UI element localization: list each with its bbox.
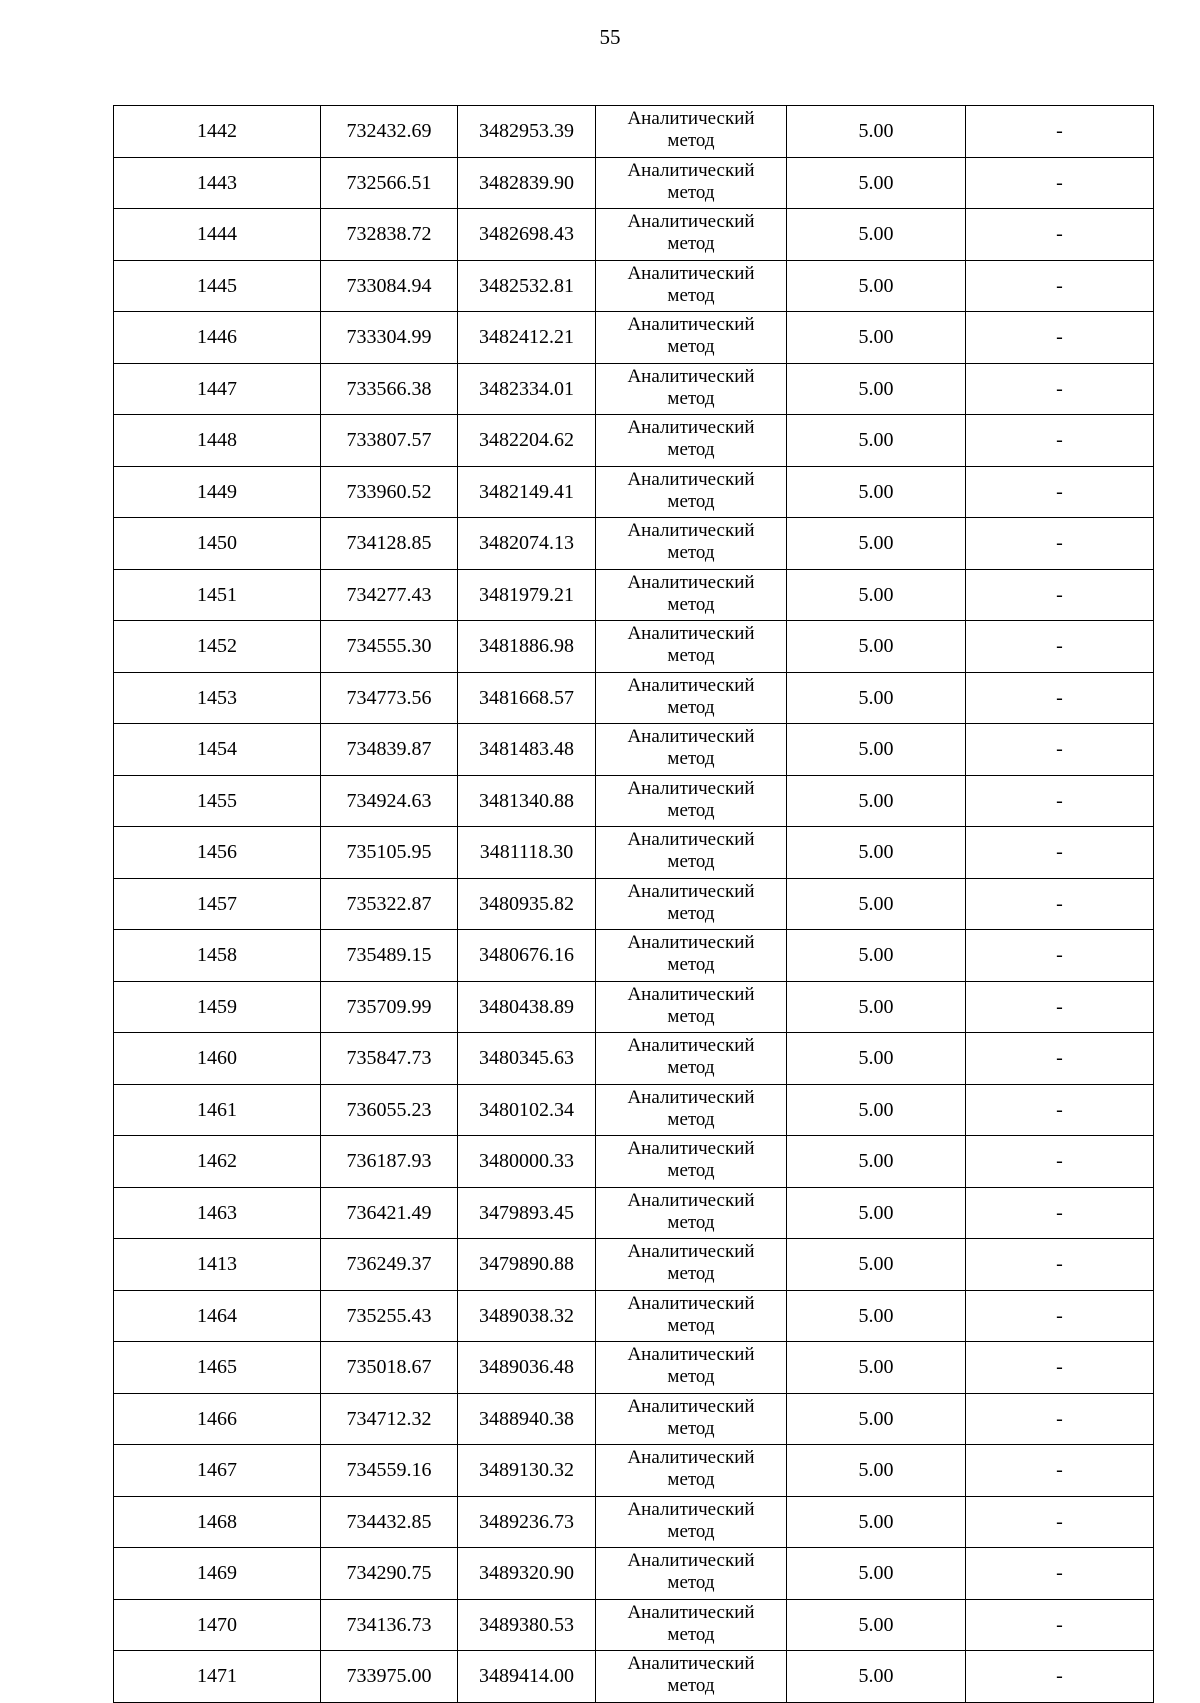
x-coordinate-cell: 736187.93	[321, 1136, 458, 1188]
note-cell: -	[966, 1393, 1154, 1445]
x-coordinate-cell: 733975.00	[321, 1651, 458, 1703]
y-coordinate-cell: 3482839.90	[458, 157, 596, 209]
error-value-cell: 5.00	[787, 1599, 966, 1651]
method-line-1: Аналитический	[627, 1344, 755, 1366]
x-coordinate-cell: 736421.49	[321, 1187, 458, 1239]
table-row	[114, 1496, 1154, 1548]
method-cell	[596, 1033, 787, 1085]
note-cell: -	[966, 209, 1154, 261]
point-number-cell: 1471	[114, 1651, 321, 1703]
method-cell	[596, 363, 787, 415]
table-row	[114, 672, 1154, 724]
point-number-cell: 1451	[114, 569, 321, 621]
method-cell	[596, 1239, 787, 1291]
method-line-2: метод	[667, 130, 715, 152]
table-row	[114, 981, 1154, 1033]
x-coordinate-cell: 734432.85	[321, 1496, 458, 1548]
method-line-1: Аналитический	[627, 932, 755, 954]
table-row	[114, 106, 1154, 158]
note-cell: -	[966, 775, 1154, 827]
method-line-1: Аналитический	[627, 468, 755, 490]
y-coordinate-cell: 3481118.30	[458, 827, 596, 879]
point-number-cell: 1462	[114, 1136, 321, 1188]
method-cell	[596, 106, 787, 158]
error-value-cell: 5.00	[787, 930, 966, 982]
method-line-2: метод	[667, 748, 715, 770]
method-cell	[596, 260, 787, 312]
error-value-cell: 5.00	[787, 518, 966, 570]
method-line-2: метод	[667, 593, 715, 615]
point-number-cell: 1469	[114, 1548, 321, 1600]
method-cell	[596, 621, 787, 673]
note-cell: -	[966, 1084, 1154, 1136]
x-coordinate-cell: 732838.72	[321, 209, 458, 261]
point-number-cell: 1463	[114, 1187, 321, 1239]
method-line-2: метод	[667, 439, 715, 461]
method-line-2: метод	[667, 1572, 715, 1594]
method-cell	[596, 930, 787, 982]
point-number-cell: 1446	[114, 312, 321, 364]
y-coordinate-cell: 3489130.32	[458, 1445, 596, 1497]
method-line-1: Аналитический	[627, 262, 755, 284]
method-line-2: метод	[667, 1675, 715, 1697]
error-value-cell: 5.00	[787, 363, 966, 415]
method-line-1: Аналитический	[627, 314, 755, 336]
method-line-1: Аналитический	[627, 571, 755, 593]
y-coordinate-cell: 3479893.45	[458, 1187, 596, 1239]
note-cell: -	[966, 466, 1154, 518]
method-line-2: метод	[667, 851, 715, 873]
table-row	[114, 415, 1154, 467]
method-line-2: метод	[667, 1417, 715, 1439]
error-value-cell: 5.00	[787, 1136, 966, 1188]
x-coordinate-cell: 735322.87	[321, 878, 458, 930]
y-coordinate-cell: 3481886.98	[458, 621, 596, 673]
table-row	[114, 157, 1154, 209]
x-coordinate-cell: 734290.75	[321, 1548, 458, 1600]
y-coordinate-cell: 3480345.63	[458, 1033, 596, 1085]
error-value-cell: 5.00	[787, 1290, 966, 1342]
table-row	[114, 1239, 1154, 1291]
method-line-1: Аналитический	[627, 108, 755, 130]
x-coordinate-cell: 735847.73	[321, 1033, 458, 1085]
table-row	[114, 1548, 1154, 1600]
method-line-2: метод	[667, 387, 715, 409]
x-coordinate-cell: 736055.23	[321, 1084, 458, 1136]
note-cell: -	[966, 260, 1154, 312]
point-number-cell: 1467	[114, 1445, 321, 1497]
error-value-cell: 5.00	[787, 209, 966, 261]
y-coordinate-cell: 3481340.88	[458, 775, 596, 827]
point-number-cell: 1468	[114, 1496, 321, 1548]
table-row	[114, 518, 1154, 570]
method-line-2: метод	[667, 954, 715, 976]
method-line-1: Аналитический	[627, 1653, 755, 1675]
method-line-1: Аналитический	[627, 417, 755, 439]
point-number-cell: 1465	[114, 1342, 321, 1394]
method-line-1: Аналитический	[627, 520, 755, 542]
x-coordinate-cell: 734555.30	[321, 621, 458, 673]
point-number-cell: 1454	[114, 724, 321, 776]
method-line-2: метод	[667, 1314, 715, 1336]
x-coordinate-cell: 733960.52	[321, 466, 458, 518]
method-line-1: Аналитический	[627, 365, 755, 387]
method-line-2: метод	[667, 284, 715, 306]
method-line-1: Аналитический	[627, 1292, 755, 1314]
y-coordinate-cell: 3479890.88	[458, 1239, 596, 1291]
method-line-1: Аналитический	[627, 1601, 755, 1623]
note-cell: -	[966, 1342, 1154, 1394]
note-cell: -	[966, 518, 1154, 570]
method-line-2: метод	[667, 1005, 715, 1027]
method-line-1: Аналитический	[627, 1241, 755, 1263]
method-line-2: метод	[667, 336, 715, 358]
table-row	[114, 724, 1154, 776]
x-coordinate-cell: 734924.63	[321, 775, 458, 827]
x-coordinate-cell: 734128.85	[321, 518, 458, 570]
error-value-cell: 5.00	[787, 621, 966, 673]
y-coordinate-cell: 3482953.39	[458, 106, 596, 158]
method-line-1: Аналитический	[627, 726, 755, 748]
y-coordinate-cell: 3482532.81	[458, 260, 596, 312]
y-coordinate-cell: 3489236.73	[458, 1496, 596, 1548]
point-number-cell: 1453	[114, 672, 321, 724]
method-cell	[596, 1342, 787, 1394]
note-cell: -	[966, 672, 1154, 724]
error-value-cell: 5.00	[787, 1393, 966, 1445]
method-line-2: метод	[667, 696, 715, 718]
y-coordinate-cell: 3480438.89	[458, 981, 596, 1033]
note-cell: -	[966, 157, 1154, 209]
point-number-cell: 1460	[114, 1033, 321, 1085]
method-line-1: Аналитический	[627, 159, 755, 181]
note-cell: -	[966, 1187, 1154, 1239]
error-value-cell: 5.00	[787, 1239, 966, 1291]
note-cell: -	[966, 981, 1154, 1033]
table-row	[114, 621, 1154, 673]
table-row	[114, 930, 1154, 982]
x-coordinate-cell: 732432.69	[321, 106, 458, 158]
method-line-2: метод	[667, 1469, 715, 1491]
note-cell: -	[966, 878, 1154, 930]
table-row	[114, 1290, 1154, 1342]
point-number-cell: 1443	[114, 157, 321, 209]
y-coordinate-cell: 3480102.34	[458, 1084, 596, 1136]
y-coordinate-cell: 3482334.01	[458, 363, 596, 415]
table-row	[114, 466, 1154, 518]
method-cell	[596, 415, 787, 467]
note-cell: -	[966, 1496, 1154, 1548]
x-coordinate-cell: 735018.67	[321, 1342, 458, 1394]
error-value-cell: 5.00	[787, 312, 966, 364]
method-line-2: метод	[667, 1366, 715, 1388]
method-line-1: Аналитический	[627, 1395, 755, 1417]
y-coordinate-cell: 3489414.00	[458, 1651, 596, 1703]
method-cell	[596, 1599, 787, 1651]
y-coordinate-cell: 3482412.21	[458, 312, 596, 364]
y-coordinate-cell: 3482074.13	[458, 518, 596, 570]
note-cell: -	[966, 1033, 1154, 1085]
x-coordinate-cell: 735105.95	[321, 827, 458, 879]
note-cell: -	[966, 724, 1154, 776]
x-coordinate-cell: 734839.87	[321, 724, 458, 776]
method-cell	[596, 1548, 787, 1600]
point-number-cell: 1445	[114, 260, 321, 312]
note-cell: -	[966, 1290, 1154, 1342]
table-row	[114, 878, 1154, 930]
error-value-cell: 5.00	[787, 878, 966, 930]
point-number-cell: 1449	[114, 466, 321, 518]
y-coordinate-cell: 3489320.90	[458, 1548, 596, 1600]
error-value-cell: 5.00	[787, 466, 966, 518]
note-cell: -	[966, 415, 1154, 467]
point-number-cell: 1442	[114, 106, 321, 158]
table-row	[114, 569, 1154, 621]
method-cell	[596, 1290, 787, 1342]
x-coordinate-cell: 735255.43	[321, 1290, 458, 1342]
method-line-1: Аналитический	[627, 1086, 755, 1108]
y-coordinate-cell: 3489038.32	[458, 1290, 596, 1342]
note-cell: -	[966, 1445, 1154, 1497]
method-cell	[596, 1651, 787, 1703]
note-cell: -	[966, 1651, 1154, 1703]
method-line-2: метод	[667, 233, 715, 255]
y-coordinate-cell: 3480000.33	[458, 1136, 596, 1188]
point-number-cell: 1470	[114, 1599, 321, 1651]
coordinates-table	[113, 105, 1154, 1703]
table-row	[114, 1033, 1154, 1085]
method-line-1: Аналитический	[627, 1498, 755, 1520]
method-line-1: Аналитический	[627, 880, 755, 902]
method-cell	[596, 672, 787, 724]
method-line-1: Аналитический	[627, 1550, 755, 1572]
method-cell	[596, 312, 787, 364]
error-value-cell: 5.00	[787, 1084, 966, 1136]
method-line-2: метод	[667, 645, 715, 667]
x-coordinate-cell: 733304.99	[321, 312, 458, 364]
point-number-cell: 1448	[114, 415, 321, 467]
method-line-1: Аналитический	[627, 1035, 755, 1057]
error-value-cell: 5.00	[787, 775, 966, 827]
method-line-1: Аналитический	[627, 1138, 755, 1160]
note-cell: -	[966, 1136, 1154, 1188]
method-cell	[596, 878, 787, 930]
point-number-cell: 1444	[114, 209, 321, 261]
error-value-cell: 5.00	[787, 260, 966, 312]
method-cell	[596, 1084, 787, 1136]
table-row	[114, 1084, 1154, 1136]
point-number-cell: 1458	[114, 930, 321, 982]
y-coordinate-cell: 3489036.48	[458, 1342, 596, 1394]
note-cell: -	[966, 363, 1154, 415]
table-row	[114, 1445, 1154, 1497]
table-row	[114, 1187, 1154, 1239]
error-value-cell: 5.00	[787, 106, 966, 158]
y-coordinate-cell: 3481483.48	[458, 724, 596, 776]
x-coordinate-cell: 734773.56	[321, 672, 458, 724]
point-number-cell: 1464	[114, 1290, 321, 1342]
y-coordinate-cell: 3482698.43	[458, 209, 596, 261]
note-cell: -	[966, 621, 1154, 673]
note-cell: -	[966, 1548, 1154, 1600]
point-number-cell: 1413	[114, 1239, 321, 1291]
point-number-cell: 1459	[114, 981, 321, 1033]
x-coordinate-cell: 734277.43	[321, 569, 458, 621]
method-cell	[596, 775, 787, 827]
error-value-cell: 5.00	[787, 1651, 966, 1703]
table-row	[114, 363, 1154, 415]
method-line-1: Аналитический	[627, 211, 755, 233]
page-number: 55	[599, 25, 621, 49]
error-value-cell: 5.00	[787, 981, 966, 1033]
point-number-cell: 1450	[114, 518, 321, 570]
method-line-2: метод	[667, 490, 715, 512]
note-cell: -	[966, 312, 1154, 364]
table-row	[114, 1342, 1154, 1394]
table-row	[114, 209, 1154, 261]
method-line-2: метод	[667, 1211, 715, 1233]
error-value-cell: 5.00	[787, 672, 966, 724]
point-number-cell: 1457	[114, 878, 321, 930]
method-cell	[596, 981, 787, 1033]
table-row	[114, 1393, 1154, 1445]
method-cell	[596, 724, 787, 776]
x-coordinate-cell: 733084.94	[321, 260, 458, 312]
method-line-2: метод	[667, 1160, 715, 1182]
error-value-cell: 5.00	[787, 1445, 966, 1497]
table-row	[114, 827, 1154, 879]
error-value-cell: 5.00	[787, 724, 966, 776]
method-cell	[596, 1496, 787, 1548]
x-coordinate-cell: 734559.16	[321, 1445, 458, 1497]
method-line-2: метод	[667, 1263, 715, 1285]
method-cell	[596, 209, 787, 261]
table-row	[114, 260, 1154, 312]
error-value-cell: 5.00	[787, 1033, 966, 1085]
error-value-cell: 5.00	[787, 569, 966, 621]
y-coordinate-cell: 3488940.38	[458, 1393, 596, 1445]
method-line-2: метод	[667, 799, 715, 821]
method-cell	[596, 827, 787, 879]
method-cell	[596, 1393, 787, 1445]
note-cell: -	[966, 827, 1154, 879]
method-line-2: метод	[667, 1057, 715, 1079]
x-coordinate-cell: 734712.32	[321, 1393, 458, 1445]
method-line-1: Аналитический	[627, 983, 755, 1005]
table-row	[114, 1599, 1154, 1651]
method-cell	[596, 466, 787, 518]
error-value-cell: 5.00	[787, 1548, 966, 1600]
method-cell	[596, 1136, 787, 1188]
point-number-cell: 1455	[114, 775, 321, 827]
x-coordinate-cell: 732566.51	[321, 157, 458, 209]
method-line-2: метод	[667, 1108, 715, 1130]
x-coordinate-cell: 735489.15	[321, 930, 458, 982]
method-line-1: Аналитический	[627, 777, 755, 799]
point-number-cell: 1466	[114, 1393, 321, 1445]
method-line-2: метод	[667, 542, 715, 564]
method-cell	[596, 518, 787, 570]
method-line-1: Аналитический	[627, 1447, 755, 1469]
table-row	[114, 775, 1154, 827]
y-coordinate-cell: 3480935.82	[458, 878, 596, 930]
coordinates-table-body	[114, 106, 1154, 1703]
y-coordinate-cell: 3482204.62	[458, 415, 596, 467]
error-value-cell: 5.00	[787, 1187, 966, 1239]
note-cell: -	[966, 569, 1154, 621]
x-coordinate-cell: 733566.38	[321, 363, 458, 415]
method-cell	[596, 1187, 787, 1239]
method-line-2: метод	[667, 1623, 715, 1645]
note-cell: -	[966, 106, 1154, 158]
method-cell	[596, 569, 787, 621]
method-line-1: Аналитический	[627, 674, 755, 696]
y-coordinate-cell: 3481668.57	[458, 672, 596, 724]
x-coordinate-cell: 735709.99	[321, 981, 458, 1033]
error-value-cell: 5.00	[787, 827, 966, 879]
point-number-cell: 1452	[114, 621, 321, 673]
method-line-2: метод	[667, 902, 715, 924]
method-line-1: Аналитический	[627, 1189, 755, 1211]
method-cell	[596, 157, 787, 209]
point-number-cell: 1456	[114, 827, 321, 879]
table-row	[114, 1651, 1154, 1703]
table-row	[114, 312, 1154, 364]
error-value-cell: 5.00	[787, 415, 966, 467]
note-cell: -	[966, 1599, 1154, 1651]
method-line-1: Аналитический	[627, 623, 755, 645]
method-line-2: метод	[667, 181, 715, 203]
note-cell: -	[966, 930, 1154, 982]
x-coordinate-cell: 734136.73	[321, 1599, 458, 1651]
point-number-cell: 1447	[114, 363, 321, 415]
method-line-1: Аналитический	[627, 829, 755, 851]
y-coordinate-cell: 3482149.41	[458, 466, 596, 518]
method-cell	[596, 1445, 787, 1497]
y-coordinate-cell: 3481979.21	[458, 569, 596, 621]
point-number-cell: 1461	[114, 1084, 321, 1136]
method-line-2: метод	[667, 1520, 715, 1542]
error-value-cell: 5.00	[787, 157, 966, 209]
error-value-cell: 5.00	[787, 1342, 966, 1394]
x-coordinate-cell: 736249.37	[321, 1239, 458, 1291]
y-coordinate-cell: 3480676.16	[458, 930, 596, 982]
error-value-cell: 5.00	[787, 1496, 966, 1548]
y-coordinate-cell: 3489380.53	[458, 1599, 596, 1651]
x-coordinate-cell: 733807.57	[321, 415, 458, 467]
table-row	[114, 1136, 1154, 1188]
note-cell: -	[966, 1239, 1154, 1291]
